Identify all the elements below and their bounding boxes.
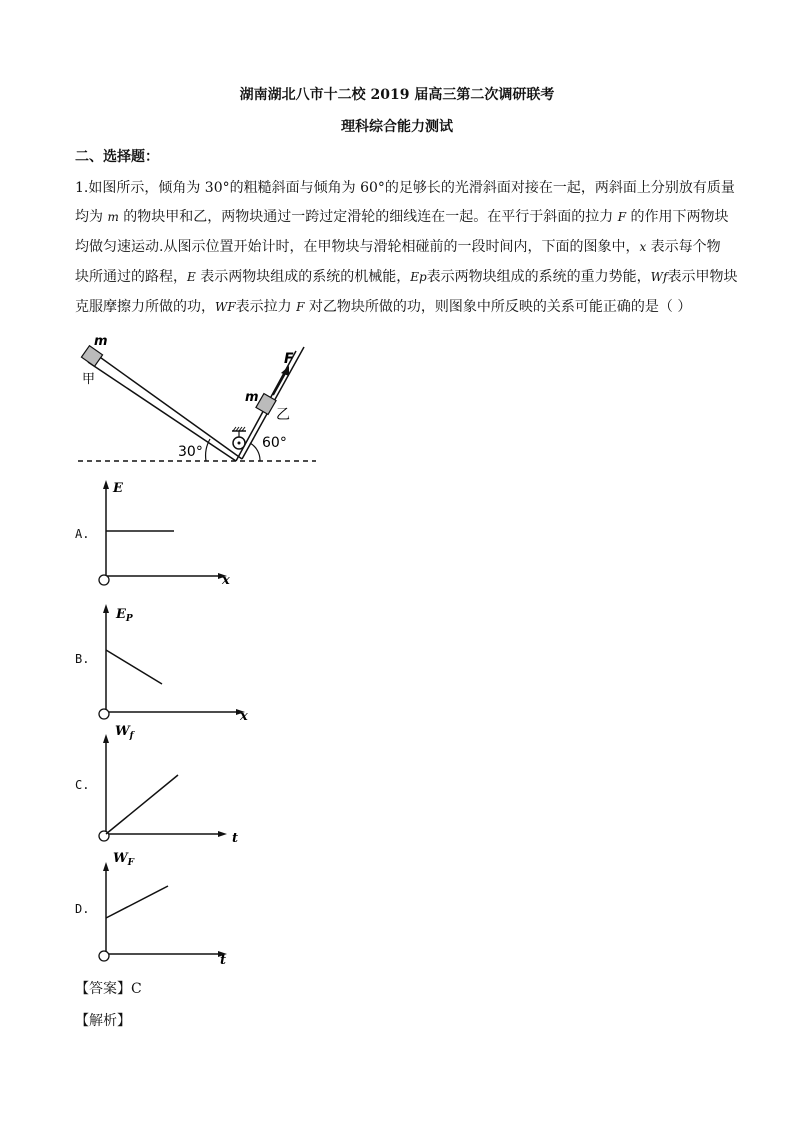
plot-line-d — [106, 886, 168, 918]
y-axis-label-a: E — [113, 481, 123, 496]
question-line-5: 克服摩擦力所做的功，WF表示拉力 F 对乙物块所做的功，则图象中所反映的关系可能正确的是（ ） — [75, 299, 692, 315]
force-label: F — [284, 351, 294, 367]
x-axis-label-a: x — [222, 573, 230, 588]
section-heading: 二、选择题： — [75, 149, 159, 165]
answer: 【答案】C — [75, 981, 142, 997]
option-b-label: B. — [75, 652, 90, 666]
x-axis-label-d: t — [220, 953, 227, 968]
graph-a — [96, 478, 246, 588]
y-axis-label-b: $E_P$ — [116, 607, 133, 624]
left-incline-upper — [90, 350, 242, 459]
y-axis-label-c: $W_f$ — [115, 724, 134, 741]
mass-label-jia: m — [94, 335, 108, 349]
y-arrow-d — [103, 862, 109, 871]
angle-label-60: 60° — [262, 435, 287, 451]
force-arrowhead — [281, 366, 289, 376]
origin-b — [99, 709, 109, 719]
incline-diagram — [70, 335, 330, 465]
y-arrow-b — [103, 604, 109, 613]
x-axis-label-b: x — [240, 709, 248, 722]
y-arrow-c — [103, 734, 109, 743]
x-axis-label-c: t — [232, 831, 239, 846]
label-jia: 甲 — [82, 372, 96, 387]
mass-label-yi: m — [245, 390, 259, 405]
page-subtitle: 理科综合能力测试 — [341, 119, 453, 135]
angle-arc-60 — [250, 443, 260, 461]
option-a-label: A. — [75, 527, 90, 541]
option-c-label: C. — [75, 778, 90, 792]
question-line-1: 1.如图所示，倾角为 30°的粗糙斜面与倾角为 60°的足够长的光滑斜面对接在一起，两斜面上分别放有质量 — [75, 180, 735, 196]
option-d-label: D. — [75, 902, 90, 916]
pulley-axle — [238, 442, 241, 445]
question-line-4: 块所通过的路程，E 表示两物块组成的系统的机械能，Ep表示两物块组成的系统的重力势能，Wf表示甲物块 — [75, 269, 738, 285]
label-yi: 乙 — [276, 407, 290, 423]
graph-d — [96, 848, 256, 968]
angle-label-30: 30° — [178, 444, 203, 460]
analysis-heading: 【解析】 — [75, 1013, 131, 1029]
plot-line-b — [106, 650, 162, 684]
plot-line-c — [106, 775, 178, 834]
question-line-2: 均为 m 的物块甲和乙，两物块通过一跨过定滑轮的细线连在一起。在平行于斜面的拉力 F 的作用下两物块 — [75, 209, 729, 225]
y-arrow-a — [103, 480, 109, 489]
page-title: 湖南湖北八市十二校 2019 届高三第二次调研联考 — [239, 87, 555, 103]
y-axis-label-d: $W_F$ — [113, 851, 134, 868]
question-line-3: 均做匀速运动.从图示位置开始计时，在甲物块与滑轮相碰前的一段时间内，下面的图象中，x 表示每个物 — [75, 239, 721, 255]
graph-b — [96, 602, 256, 722]
origin-d — [99, 951, 109, 961]
block-yi — [256, 394, 276, 415]
graph-c — [96, 722, 256, 847]
origin-a — [99, 575, 109, 585]
left-incline-lower — [88, 362, 236, 461]
x-arrow-c — [218, 831, 227, 837]
